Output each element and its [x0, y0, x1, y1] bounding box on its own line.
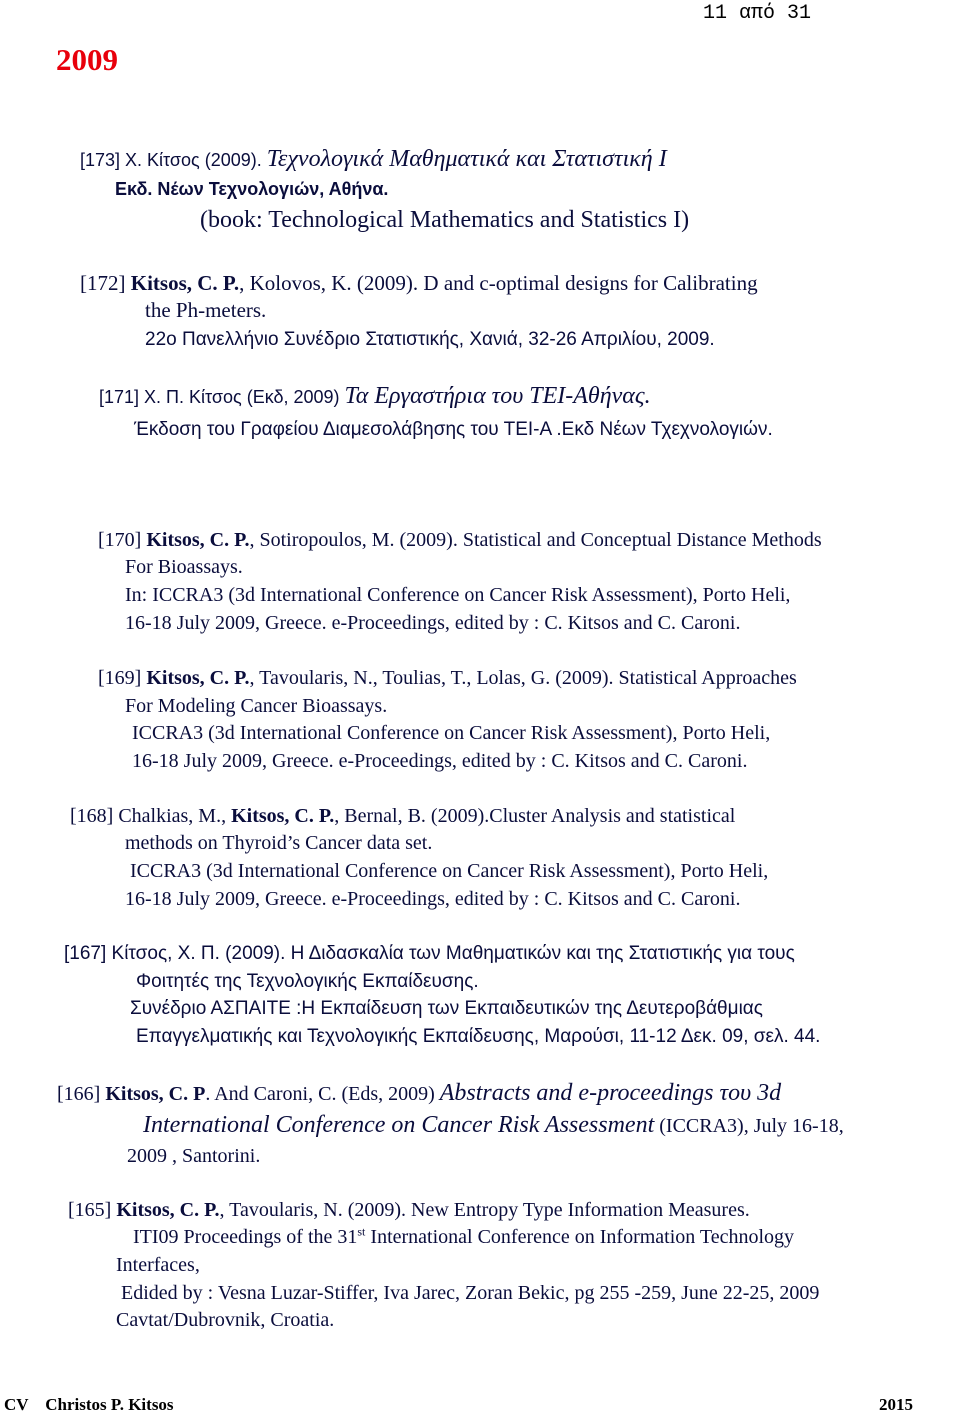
entry-169-line4: 16-18 July 2009, Greece. e-Proceedings, edited by : C. Kitsos and C. Caroni.: [132, 750, 748, 772]
footer-year: 2015: [879, 1395, 913, 1414]
entry-167-line4: Επαγγελματικής και Τεχνολογικής Εκπαίδευσης, Μαρούσι, 11-12 Δεκ. 09, σελ. 44.: [136, 1026, 821, 1047]
entry-171-title: Τα Εργαστήρια του ΤΕΙ-Αθήνας.: [344, 383, 651, 409]
entry-169-line2: For Modeling Cancer Bioassays.: [125, 695, 388, 717]
entry-171-author: [171] Χ. Π. Κίτσος (Εκδ, 2009): [99, 387, 345, 407]
entry-166-author-bold: Kitsos, C. P: [105, 1083, 206, 1105]
entry-165-conference: International Conference on Information Technology: [365, 1226, 795, 1248]
entry-168-line2: methods on Thyroid’s Cancer data set.: [125, 832, 433, 854]
entry-165-ordinal: st: [357, 1224, 366, 1239]
entry-165-line3: Interfaces,: [116, 1254, 200, 1276]
year-heading: 2009: [56, 42, 118, 77]
entry-171-publisher: Έκδοση του Γραφείου Διαμεσολάβησης του ΤΕΙ-Α .Εκδ Νέων Τχεχνολογιών.: [134, 419, 773, 440]
entry-165-line4: Edided by : Vesna Luzar-Stiffer, Iva Jarec, Zoran Bekic, pg 255 -259, June 22-25, 2009: [121, 1282, 820, 1304]
entry-166-editors: . And Caroni, C. (Eds, 2009): [205, 1083, 440, 1105]
entry-172-index: [172]: [80, 271, 131, 295]
entry-169-author-bold: Kitsos, C. P.: [146, 667, 250, 689]
entry-165-line5: Cavtat/Dubrovnik, Croatia.: [116, 1309, 335, 1331]
entry-166-title: Abstracts and e-proceedings του 3d: [439, 1080, 782, 1106]
entry-167-line2: Φοιτητές της Τεχνολογικής Εκπαίδευσης.: [136, 971, 479, 992]
entry-170-title: , Sotiropoulos, M. (2009). Statistical and Conceptual Distance Methods: [249, 529, 822, 551]
entry-168-authors: [168] Chalkias, M.,: [70, 805, 232, 827]
entry-173-note: (book: Technological Mathematics and Statistics I): [200, 207, 690, 233]
entry-166-dates: (ICCRA3), July 16-18,: [654, 1115, 844, 1137]
entry-168-line4: 16-18 July 2009, Greece. e-Proceedings, edited by : C. Kitsos and C. Caroni.: [125, 888, 741, 910]
entry-169-title: , Tavoularis, N., Toulias, T., Lolas, G. (2009). Statistical Approaches: [249, 667, 797, 689]
entry-166-title-cont: International Conference on Cancer Risk Assessment: [143, 1112, 655, 1138]
entry-172-line2: the Ph-meters.: [145, 298, 267, 322]
entry-167-line1: [167] Κίτσος, Χ. Π. (2009). Η Διδασκαλία των Μαθηματικών και της Στατιστικής για τους: [64, 943, 795, 964]
entry-169-index: [169]: [98, 667, 147, 689]
entry-173-title: Τεχνολογικά Μαθηματικά και Στατιστική Ι: [266, 146, 667, 172]
entry-170-line3: In: ICCRA3 (3d International Conference on Cancer Risk Assessment), Porto Heli,: [125, 584, 791, 606]
entry-168-title: , Bernal, B. (2009).Cluster Analysis and statistical: [334, 805, 736, 827]
entry-167-line3: Συνέδριο ΑΣΠΑΙΤΕ :Η Εκπαίδευση των Εκπαιδευτικών της Δευτεροβάθμιας: [130, 998, 763, 1019]
entry-172-title: , Kolovos, K. (2009). D and c-optimal designs for Calibrating: [239, 271, 758, 295]
entry-165-index: [165]: [68, 1199, 117, 1221]
entry-165-proceedings: ITI09 Proceedings of the 31: [133, 1226, 358, 1248]
entry-166-index: [166]: [57, 1083, 106, 1105]
entry-169-line3: ICCRA3 (3d International Conference on Cancer Risk Assessment), Porto Heli,: [132, 722, 771, 744]
entry-173-publisher: Εκδ. Νέων Τεχνολογιών, Αθήνα.: [115, 179, 389, 199]
entry-170-index: [170]: [98, 529, 147, 551]
entry-165-author-bold: Kitsos, C. P.: [116, 1199, 220, 1221]
entry-170-line2: For Bioassays.: [125, 556, 243, 578]
entry-172-venue: 22ο Πανελλήνιο Συνέδριο Στατιστικής, Χανιά, 32-26 Απριλίου, 2009.: [145, 329, 715, 350]
footer-author: CV Christos P. Kitsos: [4, 1395, 174, 1414]
entry-168-author-bold: Kitsos, C. P.: [231, 805, 335, 827]
entry-173-author: [173] Χ. Κίτσος (2009).: [80, 150, 267, 170]
entry-165-title: , Tavoularis, N. (2009). New Entropy Type Information Measures.: [219, 1199, 750, 1221]
entry-168-line3: ICCRA3 (3d International Conference on Cancer Risk Assessment), Porto Heli,: [130, 860, 769, 882]
entry-172-author-bold: Kitsos, C. P.: [130, 271, 240, 295]
page-number: 11 από 31: [703, 2, 812, 25]
entry-170-author-bold: Kitsos, C. P.: [146, 529, 250, 551]
entry-166-line3: 2009 , Santorini.: [127, 1145, 261, 1167]
entry-170-line4: 16-18 July 2009, Greece. e-Proceedings, edited by : C. Kitsos and C. Caroni.: [125, 612, 741, 634]
